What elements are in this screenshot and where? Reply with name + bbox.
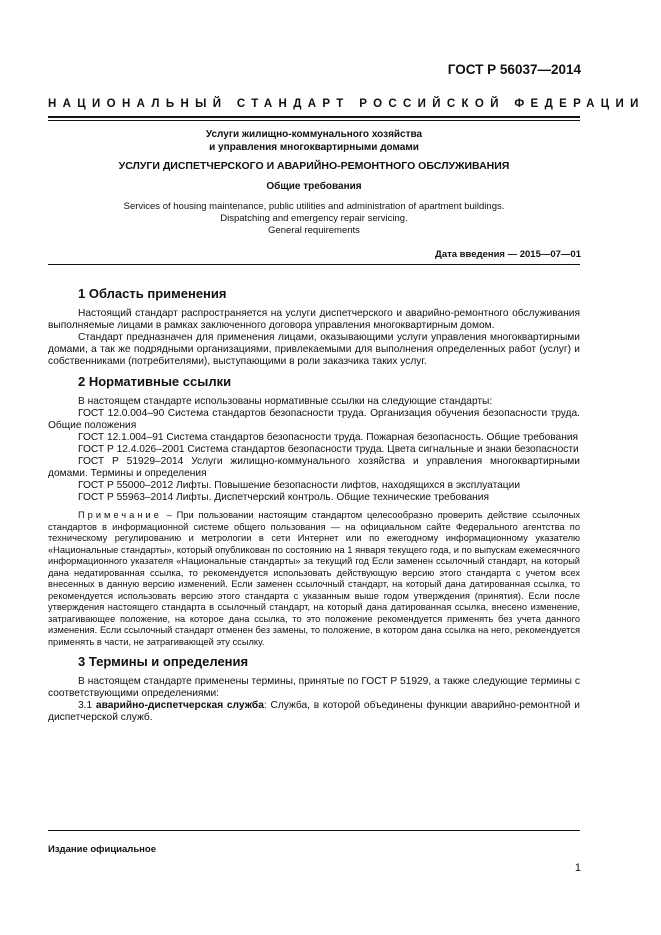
national-standard-title: НАЦИОНАЛЬНЫЙ СТАНДАРТ РОССИЙСКОЙ ФЕДЕРАЦИИ [48,98,645,110]
term-number: 3.1 [78,700,96,711]
english-title [48,201,580,237]
paragraph: Настоящий стандарт распространяется на услуги диспетчерского и аварийно-ремонтного обслуживания выполняемые лицами в рамках заключенного договора управления многоквартирным домом. [48,308,580,331]
section-heading-terms: 3 Термины и определения [78,654,249,669]
subtitle: Общие требования [266,181,362,192]
footer-rule [48,830,580,831]
official-edition-label: Издание официальное [48,844,156,855]
section-heading-scope: 1 Область применения [78,286,227,301]
section-terms-definitions [48,654,580,724]
term-definition [48,700,580,724]
title-line-2: и управления многоквартирными домами [209,142,419,153]
section-scope [48,286,580,368]
term: аварийно-диспетчерская служба [95,700,264,711]
reference-item: ГОСТ Р 12.4.026–2001 Система стандартов безопасности труда. Цвета сигнальные и знаки безопасности [78,444,579,455]
paragraph: В настоящем стандарте использованы нормативные ссылки на следующие стандарты: [78,396,493,407]
main-title: УСЛУГИ ДИСПЕТЧЕРСКОГО И АВАРИЙНО-РЕМОНТНОГО ОБСЛУЖИВАНИЯ [118,160,510,172]
page-number: 1 [574,862,581,874]
reference-item: ГОСТ Р 55963–2014 Лифты. Диспетчерский контроль. Общие технические требования [78,492,490,503]
reference-item: ГОСТ 12.0.004–90 Система стандартов безопасности труда. Организация обучения безопасности труда. Общие положения [48,408,580,431]
paragraph: Стандарт предназначен для применения лицами, оказывающими услуги управления многоквартирными домами, а так же подрядными организациями, привлекаемыми для выполнения определенных работ (услуг) и собственниками (потребителями), выступающими в роли заказчика таких услуг. [48,332,580,367]
section-normative-references [48,374,580,648]
reference-item: ГОСТ 12.1.004–91 Система стандартов безопасности труда. Пожарная безопасность. Общие требования [78,432,579,443]
document-body [48,286,580,724]
english-title-line-3: General requirements [268,225,360,236]
note [48,510,580,648]
english-title-line-1: Services of housing maintenance, public utilities and administration of apartment buildings. [123,201,505,212]
note-text: – При пользовании настоящим стандартом целесообразно проверить действие ссылочных стандартов в информационной системе общего пользования — на официальном сайте Федерального агентства по техническому регулированию и метрологии в сети Интернет или по ежегодному информационному указателю «Национальные стандарты», который опубликован по состоянию на 1 января текущего года, и по выпускам ежемесячного информационного указателя «Национальные стандарты» за текущий год Если заменен ссылочный стандарт, на который дана недатированная ссылка, то рекомендуется использовать действующую версию этого стандарта с учетом всех внесенных в данную версию изменений. Если заменен ссылочный стандарт, на который дана датированная ссылка, то рекомендуется использовать версию этого стандарта с указанным выше годом утверждения (принятия). Если после утверждения настоящего стандарта в ссылочный стандарт, на который дана датированная ссылка, внесено изменение, затрагивающее положение, на которое дана ссылка, то это положение рекомендуется применять без учета данного изменения. Если ссылочный стандарт отменен без замены, то положение, в котором дана ссылка на него, рекомендуется применять в части, не затрагивающей эту ссылку. [48,510,580,647]
english-title-line-2: Dispatching and emergency repair servicing. [220,213,408,224]
section-heading-references: 2 Нормативные ссылки [78,374,232,389]
header-rule-thin [48,120,580,121]
document-number: ГОСТ Р 56037—2014 [447,62,581,77]
term-text: : Служба, в которой объединены функции аварийно-ремонтной и диспетчерской служб. [48,700,580,723]
title-block [48,128,580,237]
effective-date: Дата введения — 2015—07—01 [435,249,581,260]
title-line-1: Услуги жилищно-коммунального хозяйства [205,129,423,140]
reference-item: ГОСТ Р 51929–2014 Услуги жилищно-коммунального хозяйства и управления многоквартирными домами. Термины и определения [48,456,580,479]
paragraph: В настоящем стандарте применены термины, принятые по ГОСТ Р 51929, а также следующие термины с соответствующими определениями: [48,676,580,699]
effective-date-rule [48,264,580,265]
header-rule-thick [48,116,580,118]
reference-item: ГОСТ Р 55000–2012 Лифты. Повышение безопасности лифтов, находящихся в эксплуатации [78,480,521,491]
note-label: Примечание [78,510,162,520]
